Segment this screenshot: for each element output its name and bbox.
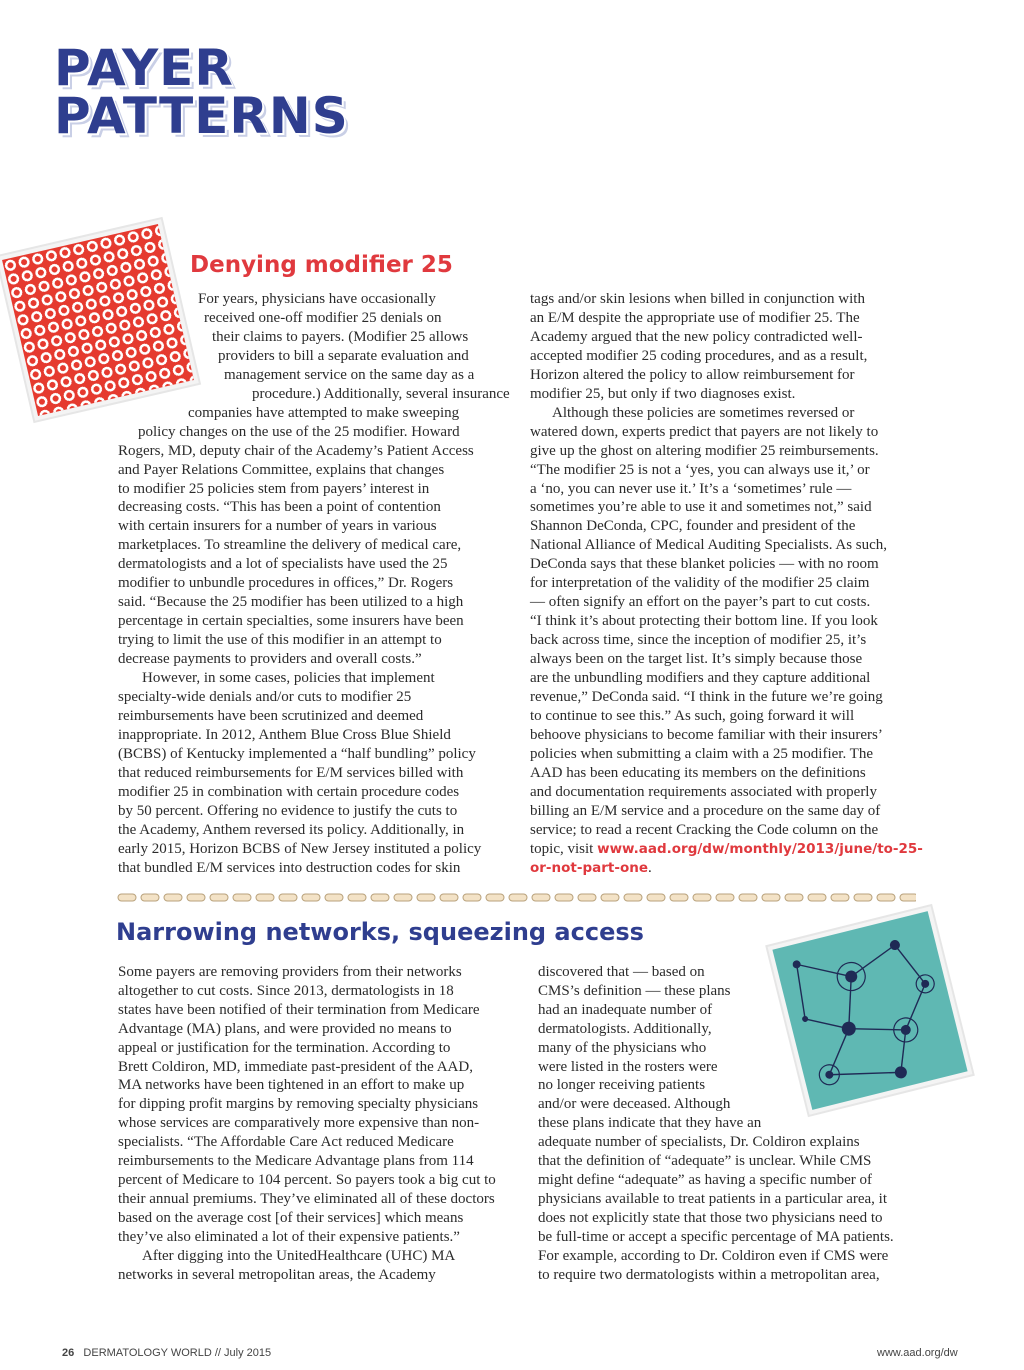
text-line: based on the average cost [of their services] which means [118, 1209, 464, 1226]
text-line: CMS’s definition — these plans [538, 982, 731, 999]
divider-segment [578, 894, 596, 901]
text-line: Shannon DeConda, CPC, founder and president of the [530, 518, 856, 535]
text-line: MA networks have been tightened in an effort to make up [118, 1077, 465, 1094]
text-line: dermatologists. Additionally, [538, 1020, 712, 1037]
text-line: to modifier 25 policies stem from payers’ interest in [118, 480, 430, 497]
text-line: AAD has been educating its members on the definitions [530, 764, 866, 781]
text-line: had an inadequate number of [538, 1001, 713, 1018]
section1-column2 [530, 290, 930, 878]
text-line: physicians available to treat patients in a particular area, it [538, 1190, 888, 1207]
publication-name: DERMATOLOGY WORLD [83, 1347, 212, 1359]
text-line: specialists. “The Affordable Care Act reduced Medicare [118, 1134, 454, 1151]
text-line: For example, according to Dr. Coldiron even if CMS were [538, 1247, 889, 1264]
text-line: these plans indicate that they have an [538, 1115, 762, 1132]
text-line: However, in some cases, policies that implement [142, 670, 435, 687]
text-line: service; to read a recent Cracking the Code column on the [530, 821, 879, 838]
text-line: reimbursements have been scrutinized and deemed [118, 707, 424, 724]
section-heading-narrowing-networks: Narrowing networks, squeezing access [116, 918, 644, 946]
text-line: topic, visit www.aad.org/dw/monthly/2013/june/to-25- [530, 840, 923, 857]
text-line: modifier 25, but only if two diagnoses exist. [530, 385, 796, 402]
divider-segment [739, 894, 757, 901]
section2-column1 [118, 963, 528, 1284]
link-period: . [648, 859, 652, 876]
article-link[interactable]: www.aad.org/dw/monthly/2013/june/to-25- [597, 840, 923, 857]
text-line: many of the physicians who [538, 1039, 707, 1056]
text-line: and documentation requirements associated with properly [530, 783, 877, 800]
divider-segment [509, 894, 527, 901]
text-line: “The modifier 25 is not a ‘yes, you can always use it,’ or [530, 461, 870, 478]
page-number: 26 [62, 1347, 75, 1359]
divider-segment [463, 894, 481, 901]
divider-segment [210, 894, 228, 901]
text-line: procedure.) Additionally, several insurance [252, 385, 510, 402]
text-line: are the unbundling modifiers and they capture additional [530, 670, 871, 687]
divider-segment [325, 894, 343, 901]
text-line: Academy argued that the new policy contradicted well- [530, 328, 863, 345]
divider-segment [256, 894, 274, 901]
divider-segment [555, 894, 573, 901]
divider-segment [854, 894, 872, 901]
text-line: networks in several metropolitan areas, the Academy [118, 1266, 436, 1283]
divider-segment [233, 894, 251, 901]
page-title-line2: PATTERNS [54, 87, 349, 145]
text-line: watered down, experts predict that payers are not likely to [530, 423, 879, 440]
text-line: billing an E/M service and a procedure on the same day of [530, 802, 881, 819]
page-title-line1: PAYER [54, 39, 234, 97]
text-line: adequate number of specialists, Dr. Coldiron explains [538, 1134, 860, 1151]
text-line: an E/M despite the appropriate use of modifier 25. The [530, 309, 860, 326]
text-line: Some payers are removing providers from their networks [118, 964, 462, 980]
divider-segment [118, 894, 136, 901]
decorative-divider [116, 890, 916, 906]
text-line: and Payer Relations Committee, explains that changes [118, 461, 445, 478]
text-line: their annual premiums. They’ve eliminated all of these doctors [118, 1190, 495, 1207]
text-line: they’ve also eliminated a lot of their expensive patients.” [118, 1228, 460, 1245]
text-line: for dipping profit margins by removing specialty physicians [118, 1096, 479, 1113]
text-line: sometimes you’re able to use it and sometimes not,” said [530, 499, 872, 516]
section-heading-modifier-25: Denying modifier 25 [190, 252, 453, 278]
text-line: a ‘no, you can never use it.’ It’s a ‘sometimes’ rule — [530, 480, 852, 497]
text-line: modifier 25 in combination with certain procedure codes [118, 783, 460, 800]
text-line: dermatologists and a lot of specialists have used the 25 [118, 556, 448, 573]
text-line: whose services are comparatively more expensive than non- [118, 1115, 480, 1132]
text-line: policy changes on the use of the 25 modifier. Howard [138, 423, 460, 440]
text-line: early 2015, Horizon BCBS of New Jersey instituted a policy [118, 840, 482, 857]
text-line: tags and/or skin lesions when billed in conjunction with [530, 291, 865, 307]
text-line: decrease payments to providers and overall costs.” [118, 651, 422, 668]
text-line: received one-off modifier 25 denials on [204, 309, 442, 326]
text-line: for interpretation of the validity of the modifier 25 claim [530, 575, 870, 592]
text-line: (BCBS) of Kentucky implemented a “half bundling” policy [118, 745, 476, 762]
divider-segment [877, 894, 895, 901]
divider-segment [371, 894, 389, 901]
divider-segment [417, 894, 435, 901]
text-line: “I think it’s about protecting their bottom line. If you look [530, 613, 878, 630]
article-link-continued[interactable]: or-not-part-one [530, 859, 649, 876]
divider-segment [279, 894, 297, 901]
text-line: decreasing costs. “This has been a point of contention [118, 499, 441, 516]
text-line: After digging into the UnitedHealthcare (UHC) MA [142, 1247, 456, 1264]
divider-segment [532, 894, 550, 901]
footer-left [62, 1347, 271, 1359]
divider-segment [693, 894, 711, 901]
text-line: providers to bill a separate evaluation and [218, 347, 469, 364]
text-line: For years, physicians have occasionally [198, 291, 436, 307]
text-line: revenue,” DeConda said. “I think in the future we’re going [530, 689, 883, 706]
text-line: always been on the target list. It’s simply because those [530, 651, 863, 668]
text-line: to require two dermatologists within a metropolitan area, [538, 1266, 880, 1283]
text-line: states have been notified of their termination from Medicare [118, 1001, 480, 1018]
text-line: does not explicitly state that those two physicians need to [538, 1209, 883, 1226]
footer-url[interactable]: www.aad.org/dw [877, 1347, 958, 1359]
text-line: with certain insurers for a number of years in various [118, 518, 437, 535]
text-line: percent of Medicare to 104 percent. So payers took a big cut to [118, 1171, 496, 1188]
text-line: trying to limit the use of this modifier in an attempt to [118, 632, 442, 649]
text-line: the Academy, Anthem reversed its policy. Additionally, in [118, 821, 465, 838]
text-line: DeConda says that these blanket policies — with no room [530, 556, 879, 573]
divider-segment [394, 894, 412, 901]
text-line: Rogers, MD, deputy chair of the Academy’s Patient Access [118, 442, 474, 459]
divider-segment [670, 894, 688, 901]
text-line: no longer receiving patients [538, 1077, 706, 1094]
divider-segment [785, 894, 803, 901]
text-line: Advantage (MA) plans, and were provided no means to [118, 1020, 452, 1037]
divider-segment [762, 894, 780, 901]
text-line: inappropriate. In 2012, Anthem Blue Cross Blue Shield [118, 726, 451, 743]
text-line: altogether to cut costs. Since 2013, dermatologists in 18 [118, 982, 454, 999]
text-line: National Alliance of Medical Auditing Specialists. As such, [530, 537, 888, 554]
text-line: — often signify an effort on the payer’s part to cut costs. [530, 594, 871, 611]
issue-date: July 2015 [224, 1347, 272, 1359]
text-line: Although these policies are sometimes reversed or [552, 404, 855, 421]
divider-segment [440, 894, 458, 901]
divider-segment [187, 894, 205, 901]
text-line: percentage in certain specialties, some insurers have been [118, 613, 464, 630]
section1-column1 [0, 290, 520, 878]
divider-segment [647, 894, 665, 901]
text-line: be full-time or accept a specific percentage of MA patients. [538, 1228, 894, 1245]
text-line: Horizon altered the policy to allow reimbursement for [530, 366, 855, 383]
text-line: their claims to payers. (Modifier 25 allows [212, 328, 469, 345]
section2-column2 [538, 963, 938, 1284]
divider-segment [808, 894, 826, 901]
text-line: that reduced reimbursements for E/M services billed with [118, 764, 464, 781]
text-line: discovered that — based on [538, 964, 705, 980]
text-line: were listed in the rosters were [538, 1058, 718, 1075]
divider-segment [601, 894, 619, 901]
divider-segment [164, 894, 182, 901]
footer-separator: // [214, 1347, 221, 1359]
divider-segment [624, 894, 642, 901]
text-line: said. “Because the 25 modifier has been utilized to a high [118, 594, 464, 611]
divider-segment [486, 894, 504, 901]
divider-segment [302, 894, 320, 901]
text-line: that bundled E/M services into destruction codes for skin [118, 859, 461, 876]
text-line [530, 859, 930, 878]
text-line: that the definition of “adequate” is unclear. While CMS [538, 1153, 872, 1170]
text-line: behoove physicians to become familiar with their insurers’ [530, 726, 883, 743]
text-line: management service on the same day as a [224, 366, 475, 383]
text-line: modifier to unbundle procedures in offices,” Dr. Rogers [118, 575, 454, 592]
divider-segment [900, 894, 916, 901]
text-line: marketplaces. To streamline the delivery of medical care, [118, 537, 462, 554]
text-line: by 50 percent. Offering no evidence to justify the cuts to [118, 802, 458, 819]
text-line: appeal or justification for the termination. According to [118, 1039, 451, 1056]
text-line: and/or were deceased. Although [538, 1096, 731, 1113]
text-line: might define “adequate” as having a specific number of [538, 1171, 873, 1188]
text-line: to continue to see this.” As such, going forward it will [530, 707, 855, 724]
text-line: Brett Coldiron, MD, immediate past-president of the AAD, [118, 1058, 473, 1075]
text-line: accepted modifier 25 coding procedures, and as a result, [530, 347, 868, 364]
text-line: give up the ghost on altering modifier 25 reimbursements. [530, 442, 879, 459]
text-line: policies when submitting a claim with a 25 modifier. The [530, 745, 873, 762]
divider-segment [141, 894, 159, 901]
divider-segment [831, 894, 849, 901]
text-line: reimbursements to the Medicare Advantage plans from 114 [118, 1153, 474, 1170]
divider-segment [716, 894, 734, 901]
divider-segment [348, 894, 366, 901]
text-line: companies have attempted to make sweeping [188, 404, 460, 421]
text-line: back across time, since the inception of modifier 25, it’s [530, 632, 867, 649]
text-line: specialty-wide denials and/or cuts to modifier 25 [118, 689, 412, 706]
